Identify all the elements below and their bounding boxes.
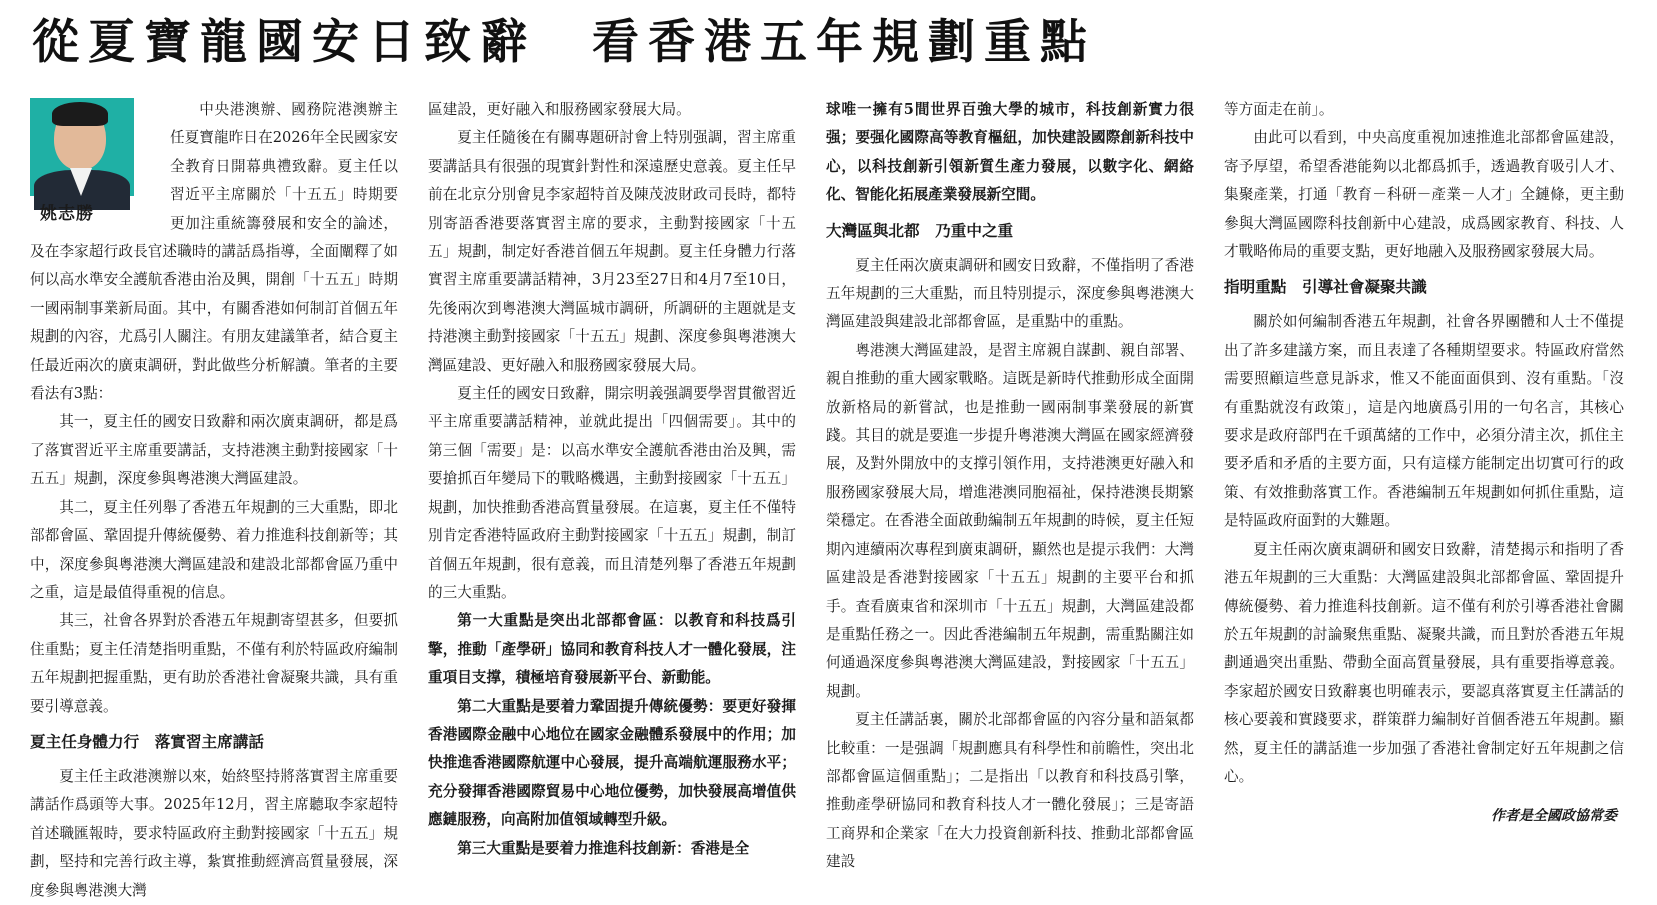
section-heading: 指明重點 引導社會凝聚共識 — [1224, 277, 1427, 297]
paragraph: 夏主任主政港澳辦以來，始終堅持將落實習主席重要講話作爲頭等大事。2025年12月，習主席聽取李家超特首述職匯報時，要求特區政府主動對接國家「十五五」規劃，堅持和完善行政主導，紮實推動經濟高質量發展，深度參與粵港澳大灣 — [30, 767, 398, 899]
paragraph: 由此可以看到，中央高度重視加速推進北部都會區建設，寄予厚望，希望香港能夠以北都爲抓手，透過教育吸引人才、集聚產業，打通「教育－科研－產業－人才」全鏈條，更主動參與大灣區國際科技創新中心建設，成爲國家教育、科技、人才戰略佈局的重要支點，更好地融入及服務國家發展大局。 — [1224, 129, 1624, 261]
key-point-paragraph: 球唯一擁有5間世界百強大學的城市，科技創新實力很强；要强化國際高等教育樞紐，加快建設國際創新科技中心，以科技創新引領新質生產力發展，以數字化、網絡化、智能化拓展產業發展新空間。 — [826, 101, 1194, 204]
key-point-paragraph: 第三大重點是要着力推進科技創新：香港是全 — [457, 839, 750, 857]
paragraph: 夏主任的國安日致辭，開宗明義强調要學習貫徹習近平主席重要講話精神，並就此提出「四個需要」。其中的第三個「需要」是：以高水準安全護航香港由治及興，需要搶抓百年變局下的戰略機遇，主動對接國家「十五五」規劃，加快推動香港高質量發展。在這裏，夏主任不僅特別肯定香港特區政府主動對接國家「十五五」規劃，制訂首個五年規劃，很有意義，而且清楚列舉了香港五年規劃的三大重點。 — [428, 385, 796, 601]
paragraph: 夏主任隨後在有關專題研討會上特別强調，習主席重要講話具有很强的現實針對性和深遠歷史意義。夏主任早前在北京分別會見李家超特首及陳茂波財政司長時，都特別寄語香港要落實習主席的要求，主動對接國家「十五五」規劃，制定好香港首個五年規劃。夏主任身體力行落實習主席重要講話精神，3月23至27日和4月7至10日，先後兩次到粵港澳大灣區城市調研，所調研的主題就是支持港澳主動對接國家「十五五」規劃、深度參與粵港澳大灣區建設、更好融入和服務國家發展大局。 — [428, 129, 796, 374]
key-point-paragraph: 第二大重點是要着力鞏固提升傳統優勢：要更好發揮香港國際金融中心地位在國家金融體系發展中的作用；加快推進香港國際航運中心發展，提升高端航運服務水平；充分發揮香港國際貿易中心地位優勢，加快發展高增值供應鏈服務，向高附加值領域轉型升級。 — [428, 697, 796, 829]
paragraph: 其三，社會各界對於香港五年規劃寄望甚多，但要抓住重點；夏主任清楚指明重點，不僅有利於特區政府編制五年規劃把握重點，更有助於香港社會凝聚共識，具有重要引導意義。 — [30, 612, 398, 715]
paragraph: 夏主任兩次廣東調研和國安日致辭，不僅指明了香港五年規劃的三大重點，而且特別提示，深度參與粵港澳大灣區建設與建設北部都會區，是重點中的重點。 — [826, 256, 1194, 331]
paragraph: 等方面走在前」。 — [1224, 101, 1334, 118]
article-headline: 從夏寶龍國安日致辭 看香港五年規劃重點 — [32, 15, 1096, 70]
paragraph: 中央港澳辦、國務院港澳辦主任夏寶龍昨日在2026年全民國家安全教育日開幕典禮致辭。夏主任以習近平主席關於「十五五」時期要更加注重統籌發展和安全的論述，及在李家超行政長官述職時的講話爲指導，全面闡釋了如何以高水準安全護航香港由治及興，開創「十五五」時期一國兩制事業新局面。其中，有關香港如何制訂首個五年規劃的內容，尤爲引人關注。有朋友建議筆者，結合夏主任最近兩次的廣東調研，對此做些分析解讀。筆者的主要看法有3點： — [30, 101, 398, 403]
section-heading: 夏主任身體力行 落實習主席講話 — [30, 731, 264, 751]
paragraph: 夏主任講話裏，關於北部都會區的內容分量和語氣都比較重：一是强調「規劃應具有科學性和前瞻性，突出北部都會區這個重點」；二是指出「以教育和科技爲引擎，推動產學研協同和教育科技人才一體化發展」；三是寄語工商界和企業家「在大力投資創新科技、推動北部都會區建設 — [826, 711, 1194, 871]
article-column-3 — [826, 96, 1194, 878]
author-box — [30, 98, 160, 230]
paragraph: 其二，夏主任列舉了香港五年規劃的三大重點，即北部都會區、鞏固提升傳統優勢、着力推進科技創新等；其中，深度參與粵港澳大灣區建設和建設北部都會區乃重中之重，這是最值得重視的信息。 — [30, 498, 398, 601]
paragraph: 粵港澳大灣區建設，是習主席親自謀劃、親自部署、親自推動的重大國家戰略。這既是新時代推動形成全面開放新格局的新嘗試，也是推動一國兩制事業發展的新實踐。其目的就是要進一步提升粵港澳大灣區在國家經濟發展，及對外開放中的支撑引領作用，支持港澳更好融入和服務國家發展大局，增進港澳同胞福祉，保持港澳長期繁榮穩定。在香港全面啟動編制五年規劃的時候，夏主任短期內連續兩次專程到廣東調研，顯然也是提示我們：大灣區建設是香港對接國家「十五五」規劃的主要平台和抓手。查看廣東省和深圳市「十五五」規劃，大灣區建設都是重點任務之一。因此香港編制五年規劃，需重點關注如何通過深度參與粵港澳大灣區建設，對接國家「十五五」規劃。 — [826, 341, 1194, 700]
article-column-1 — [30, 96, 398, 899]
author-byline: 作者是全國政協常委 — [1491, 808, 1617, 824]
paragraph: 關於如何編制香港五年規劃，社會各界團體和人士不僅提出了許多建議方案，而且表達了各種期望要求。特區政府當然需要照顧這些意見訴求，惟又不能面面俱到、沒有重點。「沒有重點就沒有政策」，這是內地廣爲引用的一句名言，其核心要求是政府部門在千頭萬緒的工作中，必須分清主次，抓住主要矛盾和矛盾的主要方面，只有這樣方能制定出切實可行的政策、有效推動落實工作。香港編制五年規劃如何抓住重點，這是特區政府面對的大難題。 — [1224, 313, 1624, 530]
author-name: 姚志勝 — [40, 204, 94, 224]
paragraph: 其一，夏主任的國安日致辭和兩次廣東調研，都是爲了落實習近平主席重要講話，支持港澳主動對接國家「十五五」規劃，深度參與粵港澳大灣區建設。 — [30, 413, 398, 488]
article-column-4 — [1224, 96, 1624, 878]
section-heading: 大灣區與北都 乃重中之重 — [826, 220, 1014, 240]
paragraph: 夏主任兩次廣東調研和國安日致辭，清楚揭示和指明了香港五年規劃的三大重點：大灣區建設與北部都會區、鞏固提升傳統優勢、着力推進科技創新。這不僅有利於引導香港社會關於五年規劃的討論聚焦重點、凝聚共識，而且對於香港五年規劃通過突出重點、帶動全面高質量發展，具有重要指導意義。李家超於國安日致辭裏也明確表示，要認真落實夏主任講話的核心要義和實踐要求，群策群力編制好首個香港五年規劃。顯然，夏主任的講話進一步加强了香港社會制定好五年規劃之信心。 — [1224, 540, 1624, 785]
paragraph: 區建設，更好融入和服務國家發展大局。 — [428, 101, 691, 118]
article-column-2 — [428, 96, 796, 878]
author-portrait-image — [30, 98, 134, 196]
key-point-paragraph: 第一大重點是突出北部都會區：以教育和科技爲引擎，推動「產學研」協同和教育科技人才一體化發展，注重項目支撑，積極培育發展新平台、新動能。 — [428, 612, 796, 687]
